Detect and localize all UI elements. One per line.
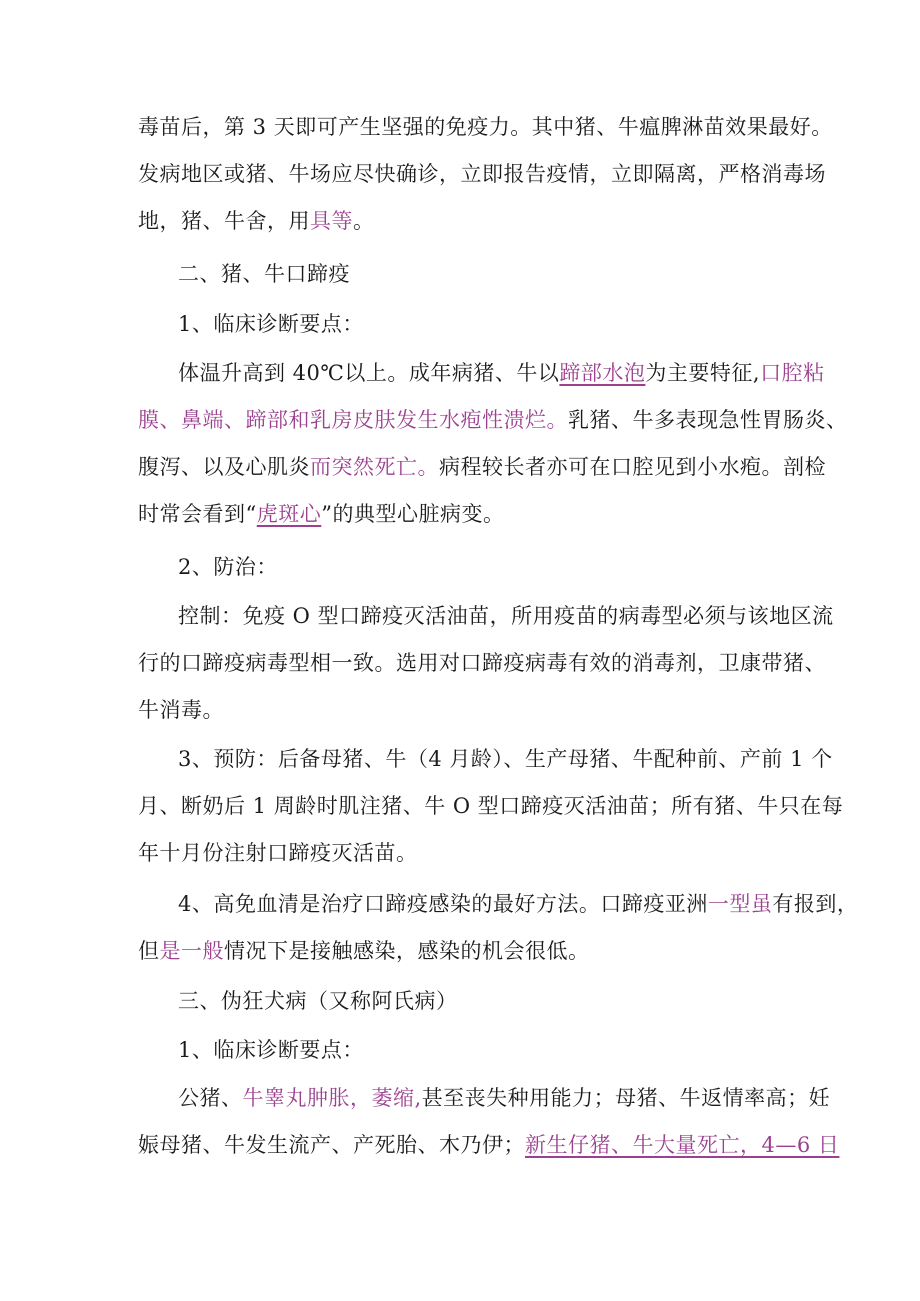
text-line <box>138 491 798 538</box>
paragraph-vaccine-effect <box>138 104 833 245</box>
highlighted-text: 是一般 <box>159 939 224 963</box>
text-line: 牛消毒。 <box>138 698 224 722</box>
highlighted-text: 牛睾丸肿胀，萎缩, <box>242 1086 422 1110</box>
text-line <box>138 881 859 928</box>
heading-text: 二、猪、牛口蹄疫 <box>178 262 350 286</box>
section-heading-fmd <box>138 251 798 298</box>
text-line <box>138 350 825 397</box>
text-line <box>138 444 826 491</box>
text-line <box>138 1122 840 1169</box>
heading-text: 1、临床诊断要点： <box>178 312 364 336</box>
paragraph-serum <box>138 881 859 975</box>
text-run: 病程较长者亦可在口腔见到小水疱。剖检 <box>439 455 826 479</box>
text-run: 。 <box>353 209 375 233</box>
text-run: 情况下是接触感染，感染的机会很低。 <box>224 939 590 963</box>
text-line: 毒苗后，第 3 天即可产生坚强的免疫力。其中猪、牛瘟脾淋苗效果最好。 <box>138 115 833 139</box>
text-run: 为主要特征, <box>645 361 761 385</box>
paragraph-pseudorabies-symptoms <box>138 1075 840 1169</box>
text-line: 控制：免疫 O 型口蹄疫灭活油苗，所用疫苗的病毒型必须与该地区流 <box>178 604 834 628</box>
underlined-term: 虎斑心 <box>256 502 322 526</box>
subheading-clinical-diagnosis <box>138 301 798 348</box>
text-line: 行的口蹄疫病毒型相一致。选用对口蹄疫病毒有效的消毒剂，卫康带猪、 <box>138 651 826 675</box>
text-line <box>138 198 798 245</box>
text-run: 乳猪、牛多表现急性胃肠炎、 <box>568 408 848 432</box>
highlighted-text: 。 <box>546 408 568 432</box>
text-run: 公猪、 <box>178 1086 243 1110</box>
highlighted-text: 。 <box>417 455 439 479</box>
text-line: 发病地区或猪、牛场应尽快确诊，立即报告疫情，立即隔离，严格消毒场 <box>138 162 826 186</box>
subheading-prevention <box>138 544 798 591</box>
highlighted-text: 具等 <box>310 209 353 233</box>
text-run: 但 <box>138 939 160 963</box>
text-line: 3、预防：后备母猪、牛（4 月龄）、生产母猪、牛配种前、产前 1 个 <box>178 747 833 771</box>
heading-text: 1、临床诊断要点： <box>178 1038 364 1062</box>
highlighted-text: 一型虽 <box>707 892 773 916</box>
text-run: 有报到， <box>772 892 859 916</box>
underlined-term: 蹄部水泡 <box>559 361 646 385</box>
underlined-term: 新生仔猪、牛大量死亡，4—6 日 <box>525 1133 840 1157</box>
text-line <box>138 1075 831 1122</box>
subheading-clinical-diagnosis-2 <box>138 1027 798 1074</box>
text-run: 时常会看到“ <box>138 502 257 526</box>
text-line <box>138 397 848 444</box>
text-run: 体温升高到 40℃以上。成年病猪、牛以 <box>178 361 560 385</box>
highlighted-text: 而 <box>310 455 332 479</box>
highlighted-text: 口腔粘 <box>760 361 825 385</box>
text-run: 腹泻、以及心肌炎 <box>138 455 310 479</box>
paragraph-symptoms <box>138 350 848 538</box>
text-run: 4、高免血清是治疗口蹄疫感染的最好方法。口蹄疫亚洲 <box>178 892 708 916</box>
text-line: 年十月份注射口蹄疫灭活苗。 <box>138 841 418 865</box>
text-run: 娠母猪、牛发生流产、产死胎、木乃伊； <box>138 1133 525 1157</box>
section-heading-pseudorabies <box>138 978 798 1025</box>
paragraph-prevention-schedule <box>138 736 844 877</box>
paragraph-control <box>138 593 834 734</box>
heading-text: 2、防治： <box>178 555 278 579</box>
highlighted-text: 膜、鼻端、蹄部和乳房皮肤发生水疱性溃烂 <box>138 408 547 432</box>
heading-text: 三、伪狂犬病（又称阿氏病） <box>178 989 458 1013</box>
text-run: ”的典型心脏病变。 <box>321 502 505 526</box>
text-run: 甚至丧失种用能力；母猪、牛返情率高；妊 <box>421 1086 831 1110</box>
text-run: 地，猪、牛舍，用 <box>138 209 310 233</box>
highlighted-text: 突然死亡 <box>331 455 418 479</box>
text-line: 月、断奶后 1 周龄时肌注猪、牛 O 型口蹄疫灭活油苗；所有猪、牛只在每 <box>138 794 844 818</box>
text-line <box>138 928 798 975</box>
